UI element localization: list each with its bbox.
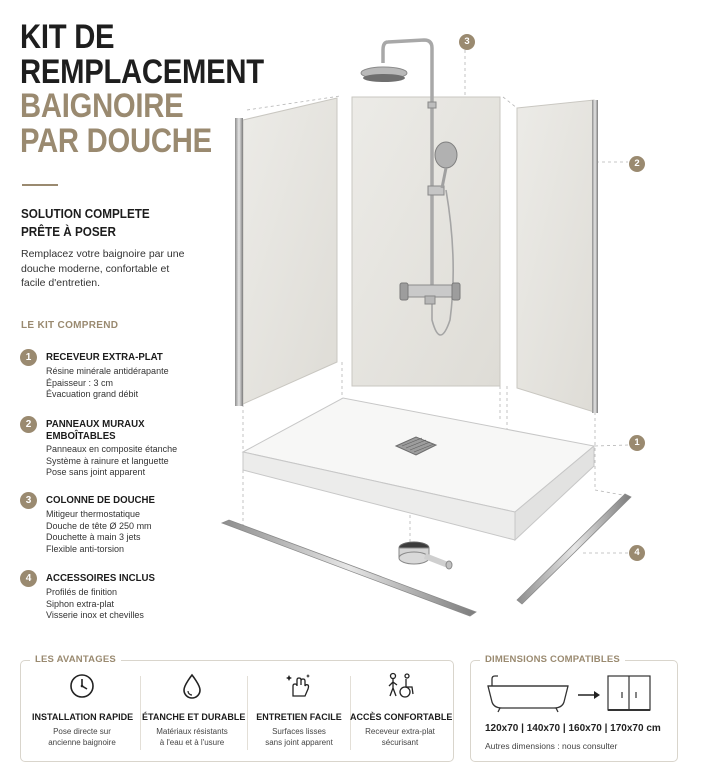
- left-wall-panel: [243, 98, 337, 404]
- water-drop-icon: [178, 672, 206, 700]
- callout-2: 2: [629, 156, 645, 172]
- advantage-divider: [247, 676, 248, 750]
- bathtub-to-shower-icon: [484, 672, 664, 716]
- advantage-desc: [249, 726, 349, 748]
- subtitle: [21, 205, 150, 241]
- left-profile: [235, 118, 243, 406]
- item-details: [46, 587, 216, 622]
- advantage-title: ACCÈS CONFORTABLE: [350, 712, 453, 722]
- item-title: ACCESSOIRES INCLUS: [46, 572, 155, 584]
- compatible-dimensions: 120x70 | 140x70 | 160x70 | 170x70 cm: [485, 723, 661, 734]
- item-detail: Mitigeur thermostatique: [46, 509, 141, 519]
- item-detail: Pose sans joint apparent: [46, 467, 146, 477]
- item-number: 1: [20, 349, 37, 366]
- item-detail: Évacuation grand débit: [46, 389, 139, 399]
- advantage-item-1: [32, 672, 132, 748]
- advantage-title: ENTRETIEN FACILE: [256, 712, 342, 722]
- advantage-desc-line: à l'eau et à l'usure: [159, 738, 225, 747]
- item-detail: Visserie inox et chevilles: [46, 610, 144, 620]
- item-detail: Siphon extra-plat: [46, 598, 115, 609]
- advantage-desc: [142, 726, 242, 748]
- advantage-desc-line: Surfaces lisses: [272, 727, 326, 736]
- item-detail: Panneaux en composite étanche: [46, 444, 178, 454]
- advantage-desc-line: Receveur extra-plat: [365, 727, 435, 736]
- advantage-desc-line: sans joint apparent: [265, 738, 333, 747]
- item-details: [46, 444, 216, 479]
- callout-3: 3: [459, 34, 475, 50]
- kit-label: LE KIT COMPREND: [21, 320, 119, 331]
- advantage-item-4: [350, 672, 453, 748]
- subtitle-line-1: SOLUTION COMPLETE: [21, 206, 150, 221]
- intro-text: Remplacez votre baignoire par une douche moderne, confortable et facile d'entretien.: [21, 248, 185, 289]
- arrow-right-icon: [578, 691, 600, 699]
- item-number: 2: [20, 416, 37, 433]
- advantage-desc-line: Pose directe sur: [53, 727, 111, 736]
- item-detail: Profilés de finition: [46, 587, 118, 597]
- item-detail: Résine minérale antidérapante: [46, 366, 169, 376]
- dimensions-label: DIMENSIONS COMPATIBLES: [480, 654, 625, 665]
- item-detail: Douchette à main 3 jets: [46, 532, 141, 542]
- shower-kit-illustration: [200, 20, 700, 630]
- item-detail: Système à rainure et languette: [46, 455, 169, 466]
- accessibility-icon: [385, 672, 415, 700]
- right-wall-panel: [517, 100, 594, 412]
- advantage-desc-line: sécurisant: [381, 738, 419, 747]
- item-detail: Douche de tête Ø 250 mm: [46, 520, 152, 531]
- item-title: COLONNE DE DOUCHE: [46, 494, 155, 506]
- item-detail: Épaisseur : 3 cm: [46, 377, 114, 388]
- advantage-desc-line: Matériaux résistants: [156, 727, 228, 736]
- item-title: RECEVEUR EXTRA-PLAT: [46, 351, 163, 363]
- advantage-desc: [32, 726, 132, 748]
- dimensions-note: Autres dimensions : nous consulter: [485, 741, 618, 751]
- advantage-desc: [350, 726, 450, 748]
- item-details: [46, 366, 216, 401]
- advantage-desc-line: ancienne baignoire: [48, 738, 116, 747]
- back-wall-panel: [352, 97, 500, 386]
- advantage-divider: [140, 676, 141, 750]
- shower-tray: [243, 398, 594, 540]
- bathtub-icon: [488, 676, 568, 712]
- item-number: 4: [20, 570, 37, 587]
- item-title: PANNEAUX MURAUX EMBOÎTABLES: [46, 418, 145, 442]
- subtitle-line-2: PRÊTE À POSER: [21, 224, 116, 239]
- advantage-title: ÉTANCHE ET DURABLE: [142, 712, 246, 722]
- title-line-2: REMPLACEMENT: [20, 52, 264, 91]
- title-line-1: KIT DE: [20, 18, 115, 56]
- callout-4: 4: [629, 545, 645, 561]
- siphon: [399, 542, 452, 569]
- callout-1: 1: [629, 435, 645, 451]
- item-detail: Flexible anti-torsion: [46, 543, 125, 554]
- title-line-3: BAIGNOIRE: [20, 87, 184, 125]
- advantage-item-3: [249, 672, 349, 748]
- advantage-title: INSTALLATION RAPIDE: [32, 712, 134, 722]
- shower-enclosure-icon: [608, 676, 650, 710]
- advantages-label: LES AVANTAGES: [30, 654, 121, 665]
- clock-icon: [68, 672, 96, 700]
- item-details: [46, 509, 216, 555]
- title-divider: [22, 184, 58, 186]
- cleaning-hand-icon: [284, 672, 314, 700]
- title-line-4: PAR DOUCHE: [20, 121, 212, 160]
- item-number: 3: [20, 492, 37, 509]
- right-profile: [592, 100, 598, 413]
- advantage-item-2: [142, 672, 246, 748]
